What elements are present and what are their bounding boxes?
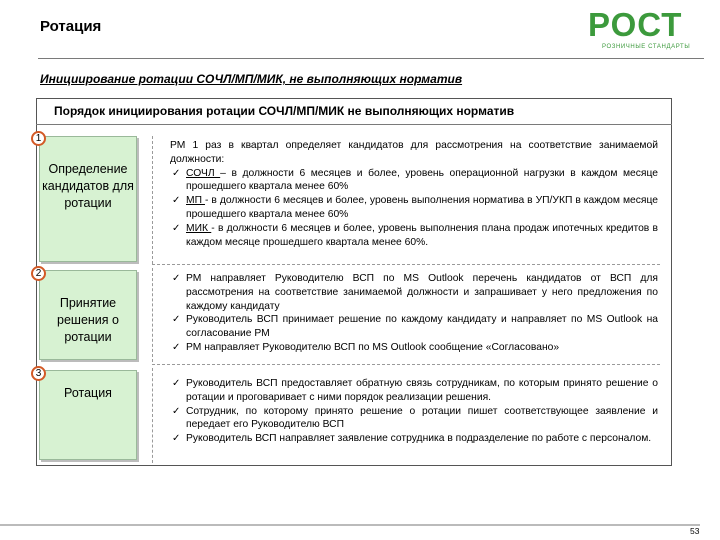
step-1-item-text: - в должности 6 месяцев и более, уровень выполнения плана продаж ипотечных кредитов в каждом месяце прошедшего квартала менее 60%. bbox=[186, 222, 658, 248]
term-mik: МИК bbox=[186, 222, 212, 234]
step-2-separator bbox=[152, 268, 153, 362]
step-3-label: Ротация bbox=[64, 386, 112, 400]
step-1-separator bbox=[152, 136, 153, 264]
procedure-title-divider bbox=[36, 124, 672, 125]
step-1-box bbox=[39, 136, 137, 262]
step-1-item bbox=[170, 222, 658, 250]
step-3-item: ✓ Руководитель ВСП направляет заявление сотрудника в подразделение по работе с персоналом. bbox=[170, 432, 658, 446]
logo-subtitle: РОЗНИЧНЫЕ СТАНДАРТЫ bbox=[602, 44, 691, 50]
header-divider bbox=[38, 58, 704, 59]
term-mp: МП bbox=[186, 195, 205, 207]
step-1-item-text: – в должности 6 месяцев и более, уровень операционной нагрузки в каждом месяце прошедшего квартала менее 60% bbox=[186, 167, 658, 193]
step-3-box bbox=[39, 370, 137, 460]
term-sochl: СОЧЛ bbox=[186, 167, 221, 179]
step-1-description bbox=[170, 139, 658, 249]
step-1-item bbox=[170, 167, 658, 195]
step-2-item: ✓ РМ направляет Руководителю ВСП по MS Outlook сообщение «Согласовано» bbox=[170, 341, 658, 355]
step-1-label: Определение кандидатов для ротации bbox=[42, 162, 134, 210]
page-title: Ротация bbox=[40, 18, 102, 35]
procedure-title: Порядок инициирования ротации СОЧЛ/МП/МИК не выполняющих норматив bbox=[54, 104, 515, 118]
row-divider-2 bbox=[152, 364, 660, 365]
logo-text: РОСТ bbox=[588, 6, 683, 43]
step-2-description bbox=[170, 272, 658, 355]
step-3-item: ✓ Руководитель ВСП предоставляет обратную связь сотрудникам, по которым принято решение о ротации и проговаривает с ними порядок реализации решения. bbox=[170, 377, 658, 405]
step-1-item bbox=[170, 194, 658, 222]
step-2-item: ✓ РМ направляет Руководителю ВСП по MS Outlook перечень кандидатов от ВСП для рассмотрения на соответствие занимаемой должности и запрашивает у него предложения по каждому кандидату bbox=[170, 272, 658, 313]
row-divider-1 bbox=[152, 264, 660, 265]
step-3-badge: 3 bbox=[31, 366, 46, 381]
page-number: 53 bbox=[690, 526, 700, 536]
step-2-badge: 2 bbox=[31, 266, 46, 281]
step-1-intro: РМ 1 раз в квартал определяет кандидатов для рассмотрения на соответствие занимаемой должности: bbox=[170, 140, 658, 165]
step-3-description bbox=[170, 377, 658, 446]
step-2-item: ✓ Руководитель ВСП принимает решение по каждому кандидату и направляет по MS Outlook на согласование РМ bbox=[170, 313, 658, 341]
step-3-item: ✓ Сотрудник, по которому принято решение о ротации пишет соответствующее заявление и передает его Руководителю ВСП bbox=[170, 405, 658, 433]
section-subtitle: Инициирование ротации СОЧЛ/МП/МИК, не выполняющих норматив bbox=[40, 72, 463, 86]
step-1-item-text: - в должности 6 месяцев и более, уровень выполнения норматива в УП/УКП в каждом месяце прошедшего квартала менее 60% bbox=[186, 195, 658, 220]
step-3-separator bbox=[152, 368, 153, 463]
footer-divider bbox=[0, 524, 700, 526]
step-1-badge: 1 bbox=[31, 131, 46, 146]
step-2-label: Принятие решения о ротации bbox=[57, 296, 119, 344]
rost-logo bbox=[588, 6, 708, 56]
step-2-box bbox=[39, 270, 137, 360]
